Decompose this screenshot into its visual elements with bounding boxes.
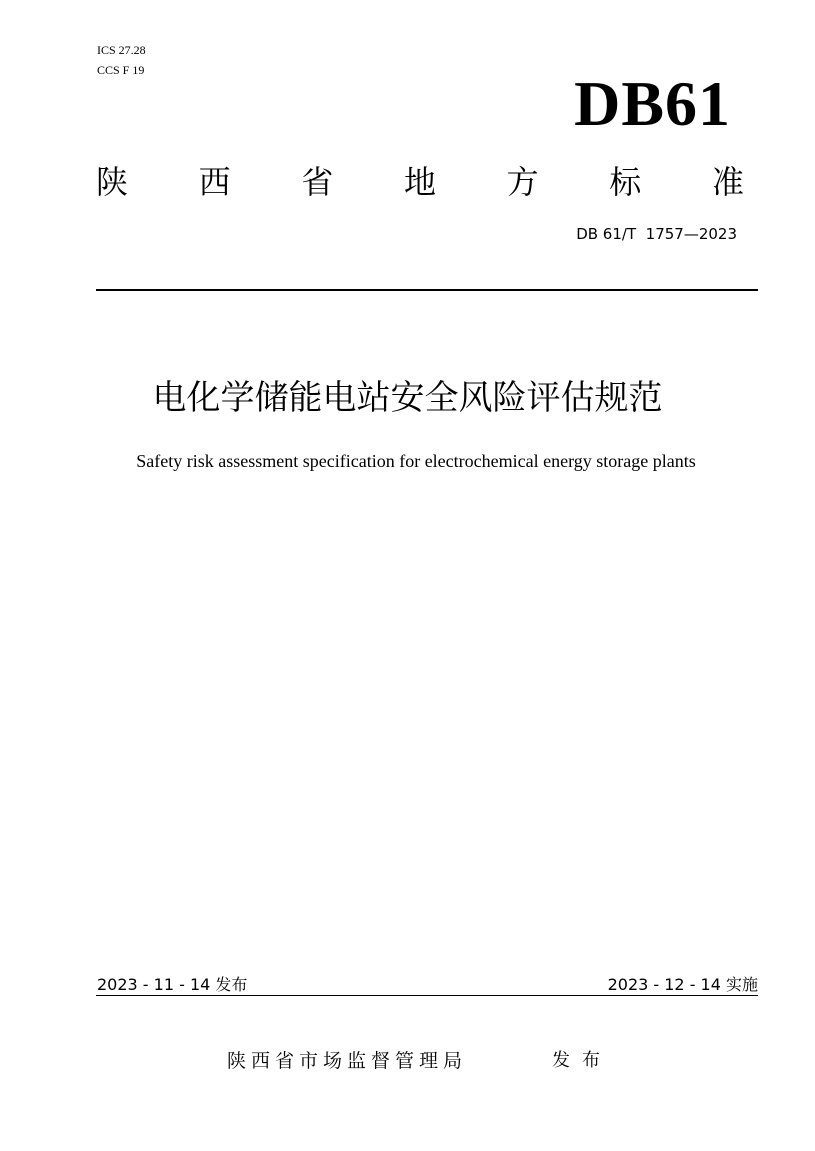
header-divider <box>96 289 758 291</box>
ics-code: ICS 27.28 <box>97 43 146 57</box>
document-title-chinese: 电化学储能电站安全风险评估规范 <box>152 378 663 418</box>
standard-type-char: 西 <box>198 163 231 201</box>
standard-type-char: 地 <box>403 163 436 201</box>
issue-date: 2023 - 11 - 14 发布 <box>97 975 248 994</box>
standard-type-char: 省 <box>301 163 334 201</box>
standard-type-char: 准 <box>711 163 744 201</box>
ccs-code: CCS F 19 <box>97 63 145 77</box>
standard-type-char: 陕 <box>96 163 129 201</box>
publisher-name: 陕西省市场监督管理局 <box>227 1050 468 1072</box>
footer-divider <box>96 995 758 996</box>
standard-type-char: 标 <box>609 163 642 201</box>
publish-label: 发布 <box>552 1050 612 1071</box>
db-logo: DB61 <box>574 68 731 139</box>
standard-type-char: 方 <box>506 163 539 201</box>
document-title-english: Safety risk assessment specification for electrochemical energy storage plants <box>136 451 696 471</box>
standard-type-heading <box>96 158 744 202</box>
standard-number: DB 61/T 1757—2023 <box>576 225 737 243</box>
implementation-date: 2023 - 12 - 14 实施 <box>607 975 758 994</box>
